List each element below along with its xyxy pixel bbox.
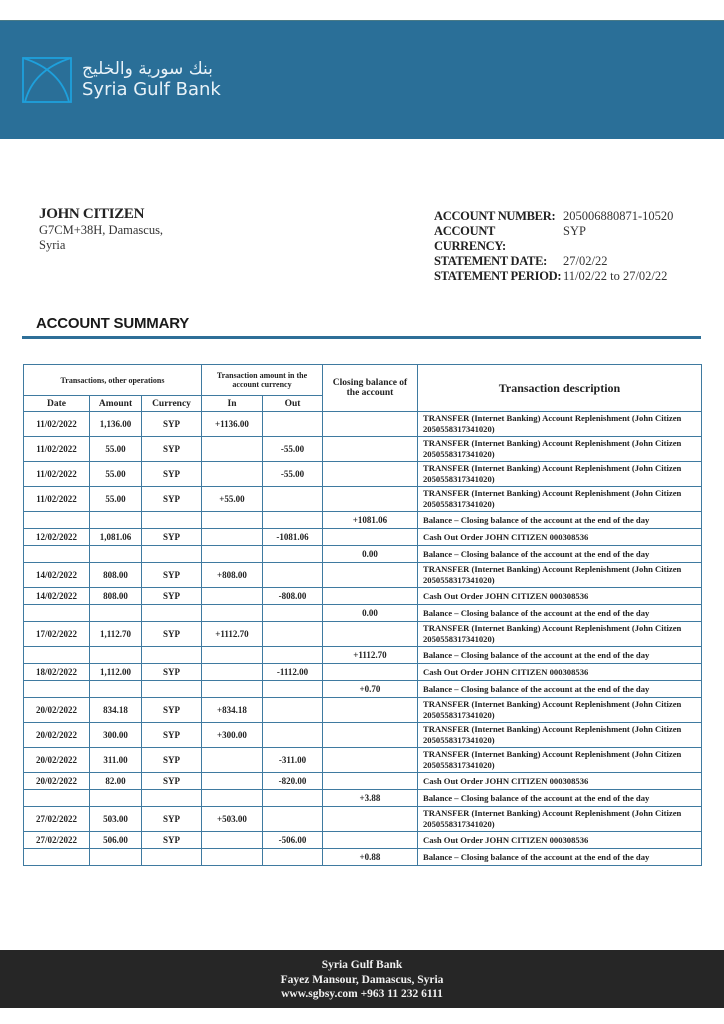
cell-amount: 808.00 [90, 588, 142, 605]
cell-amount: 506.00 [90, 832, 142, 849]
cell-currency: SYP [142, 563, 202, 588]
customer-address-line2: Syria [39, 238, 66, 252]
cell-in [202, 790, 263, 807]
cell-desc: TRANSFER (Internet Banking) Account Replenishment (John Citizen 2050558317341020) [418, 437, 702, 462]
cell-in [202, 605, 263, 622]
cell-currency [142, 546, 202, 563]
cell-amount [90, 849, 142, 866]
table-row [24, 563, 702, 588]
cell-amount: 311.00 [90, 748, 142, 773]
cell-date: 20/02/2022 [24, 698, 90, 723]
cell-out [263, 647, 323, 664]
footer [0, 950, 724, 1008]
table-row [24, 681, 702, 698]
cell-desc: TRANSFER (Internet Banking) Account Replenishment (John Citizen 2050558317341020) [418, 462, 702, 487]
cell-currency: SYP [142, 529, 202, 546]
header-out: Out [263, 396, 323, 412]
cell-date: 11/02/2022 [24, 462, 90, 487]
table-row [24, 462, 702, 487]
cell-closing: +3.88 [323, 790, 418, 807]
bank-name-arabic: بنك سورية والخليج [82, 59, 213, 79]
cell-date: 14/02/2022 [24, 563, 90, 588]
cell-desc: Cash Out Order JOHN CITIZEN 000308536 [418, 529, 702, 546]
account-number-row [434, 209, 673, 224]
cell-out [263, 723, 323, 748]
cell-out [263, 512, 323, 529]
header-currency: Currency [142, 396, 202, 412]
arch-logo-icon [21, 54, 73, 106]
cell-closing [323, 748, 418, 773]
cell-closing [323, 588, 418, 605]
cell-in [202, 512, 263, 529]
cell-closing [323, 832, 418, 849]
cell-amount: 808.00 [90, 563, 142, 588]
cell-date: 17/02/2022 [24, 622, 90, 647]
section-divider [22, 336, 701, 339]
cell-amount: 1,136.00 [90, 412, 142, 437]
cell-closing: 0.00 [323, 546, 418, 563]
cell-out: -1112.00 [263, 664, 323, 681]
cell-in [202, 647, 263, 664]
cell-closing [323, 529, 418, 546]
table-row [24, 790, 702, 807]
footer-contact: www.sgbsy.com +963 11 232 6111 [281, 988, 443, 1000]
cell-date [24, 512, 90, 529]
header-description: Transaction description [418, 365, 702, 412]
statement-period-label: STATEMENT PERIOD: [434, 269, 562, 283]
cell-desc: Cash Out Order JOHN CITIZEN 000308536 [418, 588, 702, 605]
account-currency-value: SYP [563, 224, 586, 238]
table-row [24, 512, 702, 529]
cell-closing [323, 664, 418, 681]
cell-out [263, 622, 323, 647]
cell-out [263, 605, 323, 622]
header-closing-balance: Closing balance of the account [323, 365, 418, 412]
cell-in [202, 437, 263, 462]
cell-currency: SYP [142, 412, 202, 437]
cell-currency [142, 647, 202, 664]
cell-desc: TRANSFER (Internet Banking) Account Replenishment (John Citizen 2050558317341020) [418, 698, 702, 723]
table-row [24, 529, 702, 546]
statement-date-value: 27/02/22 [563, 254, 608, 268]
cell-out: -55.00 [263, 462, 323, 487]
table-row [24, 832, 702, 849]
cell-desc: TRANSFER (Internet Banking) Account Replenishment (John Citizen 2050558317341020) [418, 807, 702, 832]
footer-address: Fayez Mansour, Damascus, Syria [280, 973, 444, 986]
cell-date [24, 790, 90, 807]
table-row [24, 546, 702, 563]
cell-desc: TRANSFER (Internet Banking) Account Replenishment (John Citizen 2050558317341020) [418, 563, 702, 588]
section-title: ACCOUNT SUMMARY [36, 315, 190, 332]
cell-amount [90, 790, 142, 807]
cell-closing [323, 563, 418, 588]
cell-date [24, 849, 90, 866]
table-row [24, 723, 702, 748]
cell-closing [323, 807, 418, 832]
cell-date: 11/02/2022 [24, 437, 90, 462]
transactions-table [23, 364, 702, 866]
cell-in [202, 748, 263, 773]
table-row [24, 588, 702, 605]
statement-date-row [434, 254, 673, 269]
cell-currency: SYP [142, 832, 202, 849]
footer-bank-name: Syria Gulf Bank [321, 959, 403, 971]
cell-desc: Balance – Closing balance of the account at the end of the day [418, 681, 702, 698]
statement-date-label: STATEMENT DATE: [434, 254, 547, 268]
account-number-label: ACCOUNT NUMBER: [434, 209, 556, 223]
cell-desc: Cash Out Order JOHN CITIZEN 000308536 [418, 664, 702, 681]
cell-amount [90, 681, 142, 698]
cell-currency [142, 605, 202, 622]
cell-out: -55.00 [263, 437, 323, 462]
cell-in [202, 462, 263, 487]
cell-amount [90, 512, 142, 529]
cell-desc: TRANSFER (Internet Banking) Account Replenishment (John Citizen 2050558317341020) [418, 412, 702, 437]
cell-closing: 0.00 [323, 605, 418, 622]
table-row [24, 605, 702, 622]
cell-currency: SYP [142, 622, 202, 647]
table-row [24, 698, 702, 723]
table-row [24, 647, 702, 664]
cell-closing [323, 412, 418, 437]
cell-out: -506.00 [263, 832, 323, 849]
cell-currency [142, 849, 202, 866]
cell-out: -808.00 [263, 588, 323, 605]
cell-date: 14/02/2022 [24, 588, 90, 605]
cell-out: -311.00 [263, 748, 323, 773]
account-currency-label: ACCOUNT CURRENCY: [434, 224, 506, 253]
cell-in [202, 773, 263, 790]
cell-out [263, 563, 323, 588]
cell-closing: +1081.06 [323, 512, 418, 529]
customer-name: JOHN CITIZEN [39, 206, 145, 222]
cell-out [263, 698, 323, 723]
cell-desc: Balance – Closing balance of the account at the end of the day [418, 512, 702, 529]
cell-amount: 55.00 [90, 437, 142, 462]
cell-in: +1136.00 [202, 412, 263, 437]
cell-closing [323, 698, 418, 723]
cell-amount: 300.00 [90, 723, 142, 748]
cell-in [202, 546, 263, 563]
header-transactions-group: Transactions, other operations [24, 365, 202, 396]
cell-desc: Balance – Closing balance of the account at the end of the day [418, 546, 702, 563]
table-row [24, 849, 702, 866]
cell-date: 27/02/2022 [24, 807, 90, 832]
customer-address-line1: G7CM+38H, Damascus, [39, 223, 164, 237]
cell-currency: SYP [142, 588, 202, 605]
cell-currency: SYP [142, 664, 202, 681]
cell-amount: 82.00 [90, 773, 142, 790]
table-row [24, 664, 702, 681]
table-row [24, 487, 702, 512]
cell-in: +808.00 [202, 563, 263, 588]
table-row [24, 748, 702, 773]
account-currency-row [434, 224, 673, 254]
cell-date [24, 647, 90, 664]
transactions-body [24, 412, 702, 866]
table-row [24, 807, 702, 832]
cell-amount: 1,081.06 [90, 529, 142, 546]
cell-closing [323, 487, 418, 512]
header-amount-group: Transaction amount in the account currency [202, 365, 323, 396]
table-row [24, 773, 702, 790]
cell-date: 27/02/2022 [24, 832, 90, 849]
cell-currency: SYP [142, 698, 202, 723]
statement-period-row [434, 269, 673, 284]
cell-desc: Balance – Closing balance of the account at the end of the day [418, 790, 702, 807]
cell-out: -1081.06 [263, 529, 323, 546]
cell-closing: +0.88 [323, 849, 418, 866]
cell-currency [142, 681, 202, 698]
table-row [24, 622, 702, 647]
cell-out [263, 487, 323, 512]
cell-date: 12/02/2022 [24, 529, 90, 546]
cell-amount [90, 546, 142, 563]
statement-period-value: 11/02/22 to 27/02/22 [563, 269, 668, 283]
cell-desc: Balance – Closing balance of the account at the end of the day [418, 849, 702, 866]
table-row [24, 437, 702, 462]
cell-amount: 503.00 [90, 807, 142, 832]
cell-currency: SYP [142, 723, 202, 748]
cell-desc: Balance – Closing balance of the account at the end of the day [418, 647, 702, 664]
cell-date: 11/02/2022 [24, 412, 90, 437]
cell-in [202, 529, 263, 546]
cell-closing: +0.70 [323, 681, 418, 698]
cell-date: 18/02/2022 [24, 664, 90, 681]
customer-block [39, 206, 163, 253]
bank-logo [21, 54, 221, 106]
cell-amount: 1,112.70 [90, 622, 142, 647]
cell-currency: SYP [142, 773, 202, 790]
cell-out [263, 681, 323, 698]
cell-date: 11/02/2022 [24, 487, 90, 512]
cell-in: +55.00 [202, 487, 263, 512]
cell-closing [323, 622, 418, 647]
account-number-value: 205006880871-10520 [563, 209, 674, 223]
cell-closing [323, 437, 418, 462]
cell-amount: 55.00 [90, 487, 142, 512]
cell-amount: 1,112.00 [90, 664, 142, 681]
cell-in: +300.00 [202, 723, 263, 748]
cell-currency: SYP [142, 462, 202, 487]
cell-closing [323, 723, 418, 748]
table-row [24, 412, 702, 437]
cell-closing: +1112.70 [323, 647, 418, 664]
cell-date: 20/02/2022 [24, 723, 90, 748]
cell-desc: TRANSFER (Internet Banking) Account Replenishment (John Citizen 2050558317341020) [418, 723, 702, 748]
cell-out [263, 546, 323, 563]
cell-date: 20/02/2022 [24, 773, 90, 790]
bank-name-latin: Syria Gulf Bank [82, 79, 221, 100]
header-amount: Amount [90, 396, 142, 412]
cell-desc: Cash Out Order JOHN CITIZEN 000308536 [418, 832, 702, 849]
cell-amount [90, 647, 142, 664]
cell-in [202, 664, 263, 681]
header-band [0, 20, 724, 139]
header-date: Date [24, 396, 90, 412]
cell-in [202, 588, 263, 605]
cell-date [24, 681, 90, 698]
cell-in [202, 832, 263, 849]
cell-closing [323, 462, 418, 487]
cell-in: +834.18 [202, 698, 263, 723]
cell-amount: 55.00 [90, 462, 142, 487]
cell-in: +1112.70 [202, 622, 263, 647]
cell-out [263, 412, 323, 437]
cell-desc: Cash Out Order JOHN CITIZEN 000308536 [418, 773, 702, 790]
account-details [434, 209, 673, 284]
cell-amount [90, 605, 142, 622]
cell-desc: TRANSFER (Internet Banking) Account Replenishment (John Citizen 2050558317341020) [418, 487, 702, 512]
cell-currency [142, 512, 202, 529]
cell-out: -820.00 [263, 773, 323, 790]
cell-out [263, 790, 323, 807]
cell-amount: 834.18 [90, 698, 142, 723]
cell-currency [142, 790, 202, 807]
cell-closing [323, 773, 418, 790]
cell-date: 20/02/2022 [24, 748, 90, 773]
cell-desc: Balance – Closing balance of the account at the end of the day [418, 605, 702, 622]
header-in: In [202, 396, 263, 412]
cell-in [202, 681, 263, 698]
cell-currency: SYP [142, 437, 202, 462]
cell-in [202, 849, 263, 866]
cell-currency: SYP [142, 748, 202, 773]
cell-in: +503.00 [202, 807, 263, 832]
cell-date [24, 605, 90, 622]
cell-currency: SYP [142, 487, 202, 512]
cell-out [263, 807, 323, 832]
cell-desc: TRANSFER (Internet Banking) Account Replenishment (John Citizen 2050558317341020) [418, 748, 702, 773]
cell-desc: TRANSFER (Internet Banking) Account Replenishment (John Citizen 2050558317341020) [418, 622, 702, 647]
cell-currency: SYP [142, 807, 202, 832]
cell-date [24, 546, 90, 563]
cell-out [263, 849, 323, 866]
